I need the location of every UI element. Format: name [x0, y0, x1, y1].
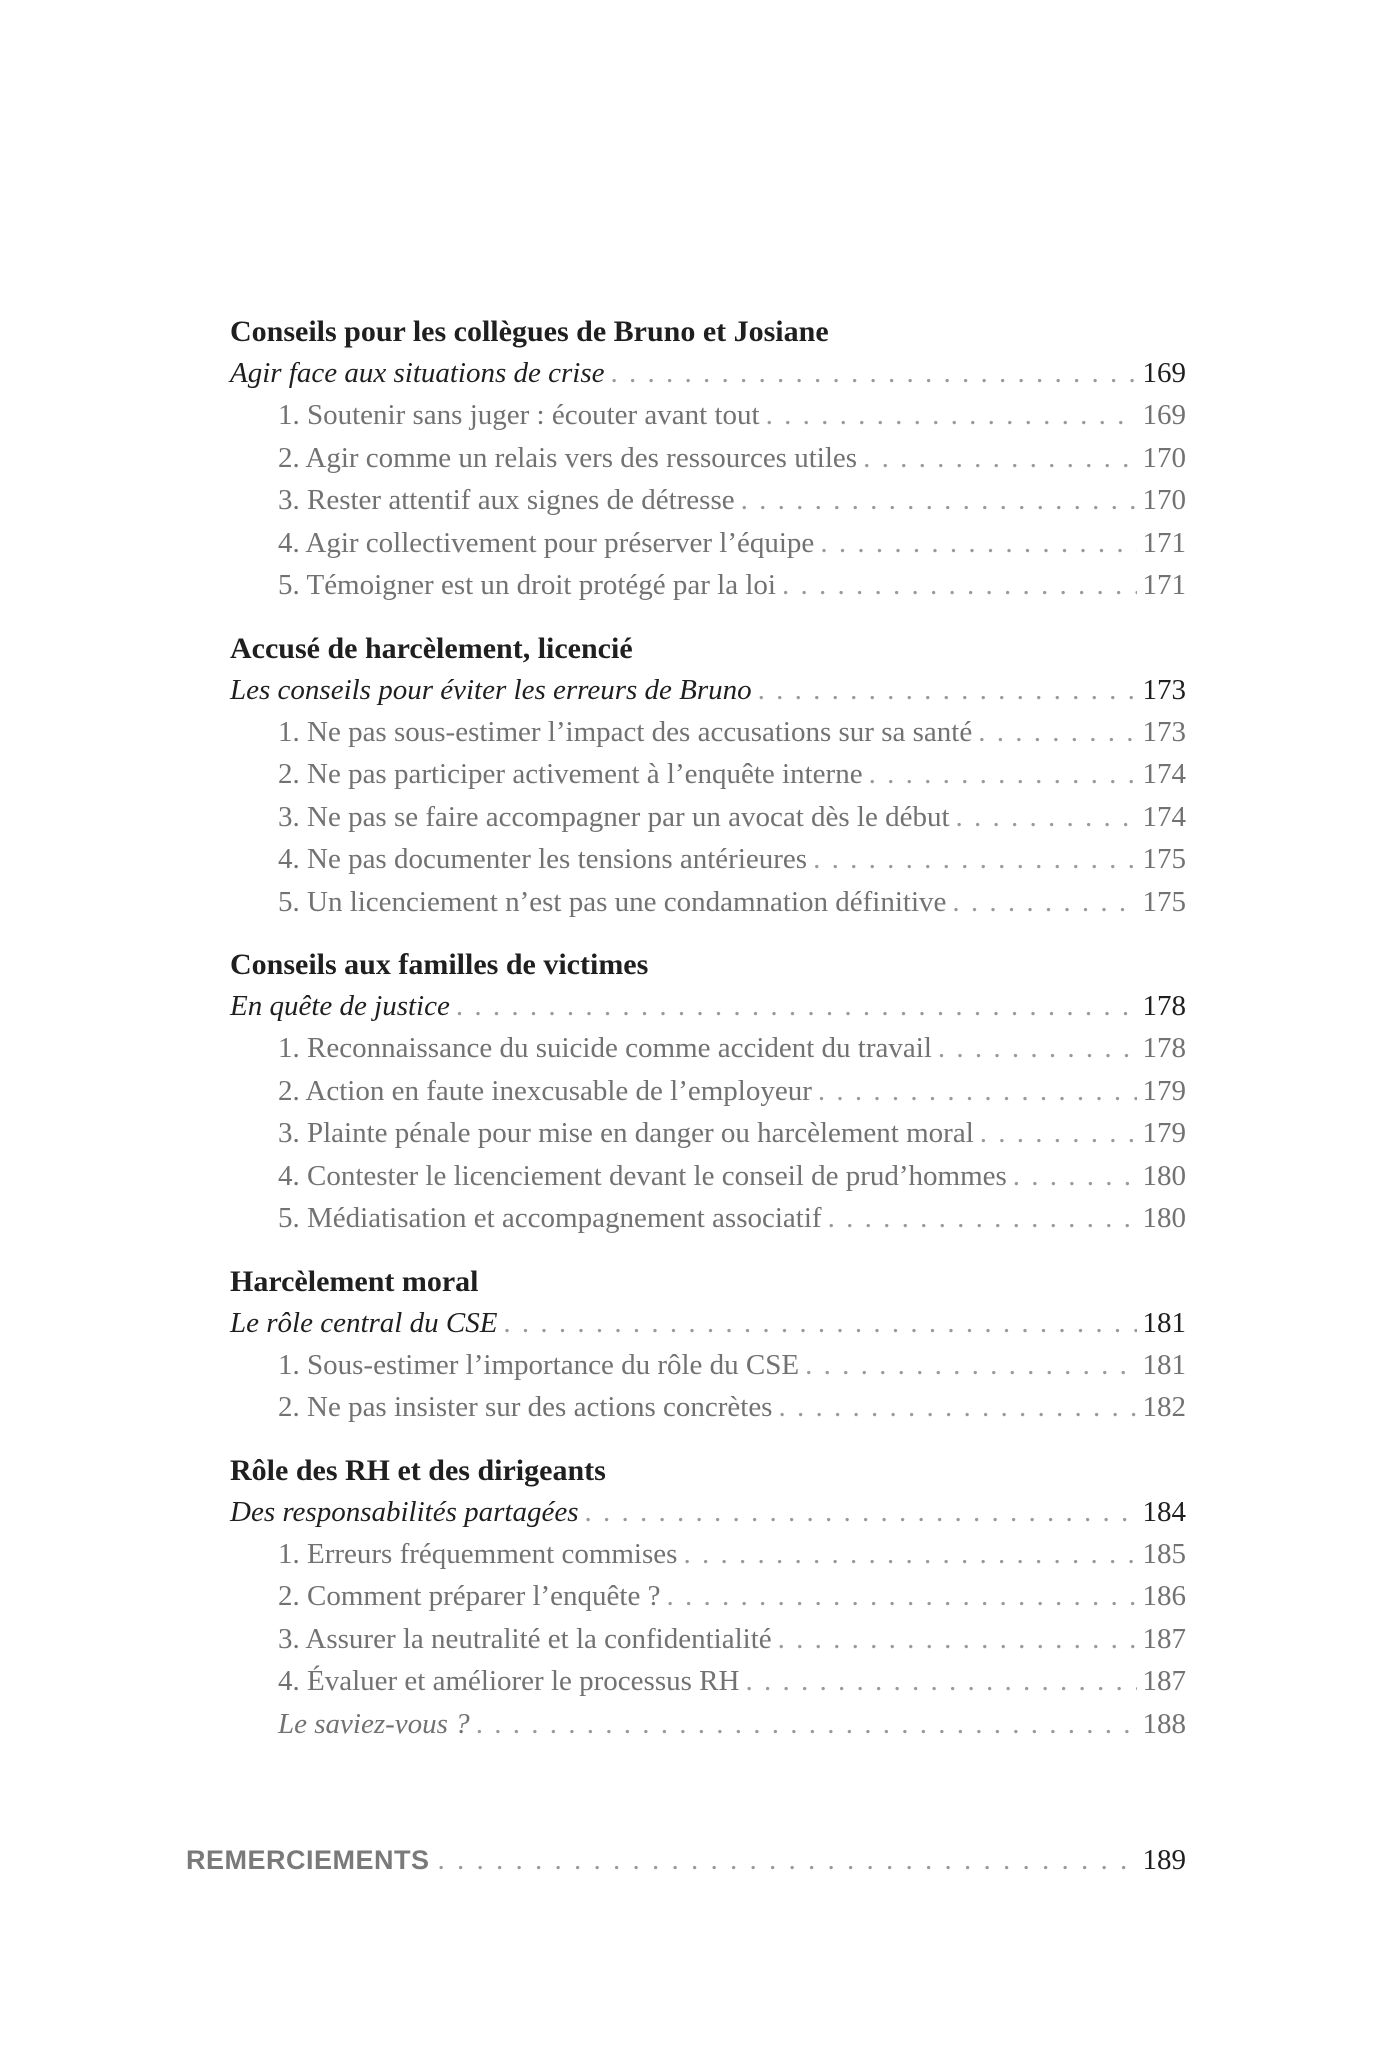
toc-entry[interactable]: [230, 1618, 1186, 1661]
entry-label: 3. Plainte pénale pour mise en danger ou harcèlement moral: [278, 1117, 974, 1149]
page-number: 171: [1142, 526, 1186, 559]
page-number: 171: [1142, 569, 1186, 601]
entry-label: 2. Agir comme un relais vers des ressources utiles: [278, 441, 858, 474]
page-number: 174: [1142, 800, 1186, 833]
leader-dots: [805, 1344, 1136, 1387]
entry-label: 3. Assurer la neutralité et la confidentialité: [278, 1622, 772, 1655]
section-heading: Accusé de harcèlement, licencié: [230, 631, 633, 665]
toc-entry[interactable]: [230, 1155, 1186, 1198]
toc-section: [230, 945, 1186, 1240]
entry-label: 4. Évaluer et améliorer le processus RH: [278, 1665, 740, 1697]
toc-entry[interactable]: [230, 522, 1186, 565]
leader-dots: [503, 1302, 1136, 1344]
page-number: 170: [1142, 441, 1186, 474]
page-number: 184: [1142, 1495, 1186, 1528]
leader-dots: [683, 1533, 1136, 1576]
page-number: 188: [1142, 1707, 1186, 1740]
toc-entry-remerciements[interactable]: [186, 1838, 1186, 1882]
toc-entry[interactable]: [230, 479, 1186, 522]
leader-dots: [820, 522, 1136, 565]
entry-label: 2. Ne pas participer activement à l’enquête interne: [278, 758, 863, 790]
entry-label: Le rôle central du CSE: [230, 1306, 498, 1339]
entry-label: 1. Erreurs fréquemment commises: [278, 1537, 678, 1570]
page-number: 187: [1142, 1622, 1186, 1655]
entry-label: 5. Un licenciement n’est pas une condamnation définitive: [278, 885, 947, 918]
entry-label: 5. Médiatisation et accompagnement associatif: [278, 1202, 822, 1234]
entry-label: Les conseils pour éviter les erreurs de Bruno: [230, 673, 752, 706]
leader-dots: [741, 479, 1137, 522]
toc-entry[interactable]: [230, 1386, 1186, 1429]
page-number: 169: [1142, 357, 1186, 389]
entry-label: Le saviez-vous ?: [278, 1707, 470, 1740]
leader-dots: [869, 753, 1137, 796]
page-number: 186: [1142, 1580, 1186, 1612]
page-number: 180: [1142, 1202, 1186, 1234]
toc-entry[interactable]: [230, 437, 1186, 480]
page-number: 175: [1142, 885, 1186, 918]
entry-label: 5. Témoigner est un droit protégé par la loi: [278, 569, 776, 601]
toc-entry[interactable]: [230, 711, 1186, 754]
leader-dots: [456, 985, 1137, 1027]
toc-entry-intro[interactable]: [230, 669, 1186, 711]
leader-dots: [778, 1386, 1136, 1429]
entry-label: 1. Ne pas sous-estimer l’impact des accusations sur sa santé: [278, 715, 973, 748]
page-number: 181: [1142, 1348, 1186, 1381]
entry-label: 2. Ne pas insister sur des actions concrètes: [278, 1391, 773, 1423]
entry-label: 4. Contester le licenciement devant le conseil de prud’hommes: [278, 1159, 1007, 1192]
leader-dots: [438, 1838, 1135, 1882]
leader-dots: [978, 711, 1136, 754]
leader-dots: [828, 1197, 1137, 1240]
section-heading: Harcèlement moral: [230, 1264, 479, 1298]
toc-entry[interactable]: [230, 753, 1186, 796]
page-number: 180: [1142, 1159, 1186, 1192]
toc-section: [230, 1451, 1186, 1746]
entry-label: 4. Agir collectivement pour préserver l’équipe: [278, 526, 815, 559]
toc-entry[interactable]: [230, 1027, 1186, 1070]
toc-entry-intro[interactable]: [230, 1302, 1186, 1344]
page-number: 181: [1142, 1306, 1186, 1339]
leader-dots: [956, 796, 1137, 839]
page-number: 187: [1142, 1665, 1186, 1697]
section-heading: Conseils aux familles de victimes: [230, 948, 649, 981]
toc-entry[interactable]: [230, 1344, 1186, 1387]
page-number: 179: [1142, 1074, 1186, 1107]
leader-dots: [585, 1491, 1137, 1533]
toc-entry-intro[interactable]: [230, 352, 1186, 394]
toc-entry[interactable]: [230, 796, 1186, 839]
page-number: 169: [1142, 399, 1186, 431]
entry-label: 2. Action en faute inexcusable de l’employeur: [278, 1074, 812, 1107]
page-number: 185: [1142, 1537, 1186, 1570]
section-heading: Rôle des RH et des dirigeants: [230, 1453, 606, 1487]
page-number: 170: [1142, 484, 1186, 516]
entry-label: 3. Ne pas se faire accompagner par un avocat dès le début: [278, 800, 950, 833]
toc-entry[interactable]: [230, 1575, 1186, 1618]
toc-entry[interactable]: [230, 394, 1186, 437]
leader-dots: [778, 1618, 1137, 1661]
leader-dots: [758, 669, 1137, 711]
toc-entry[interactable]: [230, 838, 1186, 881]
page-number: 174: [1142, 758, 1186, 790]
leader-dots: [666, 1575, 1136, 1618]
page-number: 173: [1142, 673, 1186, 706]
entry-label: 1. Reconnaissance du suicide comme accident du travail: [278, 1032, 932, 1064]
leader-dots: [611, 352, 1137, 394]
toc-entry[interactable]: [230, 1703, 1186, 1746]
table-of-contents: [230, 312, 1186, 1767]
leader-dots: [813, 838, 1136, 881]
toc-entry[interactable]: [230, 1070, 1186, 1113]
toc-entry-intro[interactable]: [230, 1491, 1186, 1533]
toc-entry[interactable]: [230, 881, 1186, 924]
leader-dots: [980, 1112, 1137, 1155]
entry-label: 4. Ne pas documenter les tensions antérieures: [278, 843, 808, 875]
entry-label: REMERCIEMENTS: [186, 1845, 430, 1875]
leader-dots: [782, 564, 1137, 607]
page-number: 179: [1142, 1117, 1186, 1149]
leader-dots: [952, 881, 1136, 924]
leader-dots: [476, 1703, 1137, 1746]
entry-label: 1. Sous-estimer l’importance du rôle du CSE: [278, 1348, 800, 1381]
entry-label: Des responsabilités partagées: [230, 1495, 579, 1528]
toc-section: [230, 312, 1186, 607]
toc-entry[interactable]: [230, 1533, 1186, 1576]
toc-entry[interactable]: [230, 1660, 1186, 1703]
toc-entry-intro[interactable]: [230, 985, 1186, 1027]
leader-dots: [818, 1070, 1137, 1113]
leader-dots: [863, 437, 1136, 480]
entry-label: 2. Comment préparer l’enquête ?: [278, 1580, 661, 1612]
toc-section: [230, 629, 1186, 924]
toc-entry[interactable]: [230, 1112, 1186, 1155]
page-number: 173: [1142, 715, 1186, 748]
leader-dots: [766, 394, 1137, 437]
toc-entry[interactable]: [230, 564, 1186, 607]
page-number: 182: [1142, 1391, 1186, 1423]
section-heading: Conseils pour les collègues de Bruno et Josiane: [230, 315, 829, 348]
entry-label: Agir face aux situations de crise: [230, 357, 605, 389]
page-number: 178: [1142, 990, 1186, 1022]
leader-dots: [938, 1027, 1137, 1070]
entry-label: 3. Rester attentif aux signes de détresse: [278, 484, 735, 516]
page-number: 189: [1142, 1844, 1186, 1876]
entry-label: En quête de justice: [230, 990, 450, 1022]
toc-entry[interactable]: [230, 1197, 1186, 1240]
toc-section: [230, 1262, 1186, 1429]
entry-label: 1. Soutenir sans juger : écouter avant tout: [278, 399, 760, 431]
page-number: 175: [1142, 843, 1186, 875]
leader-dots: [745, 1660, 1136, 1703]
page-number: 178: [1142, 1032, 1186, 1064]
leader-dots: [1013, 1155, 1137, 1198]
